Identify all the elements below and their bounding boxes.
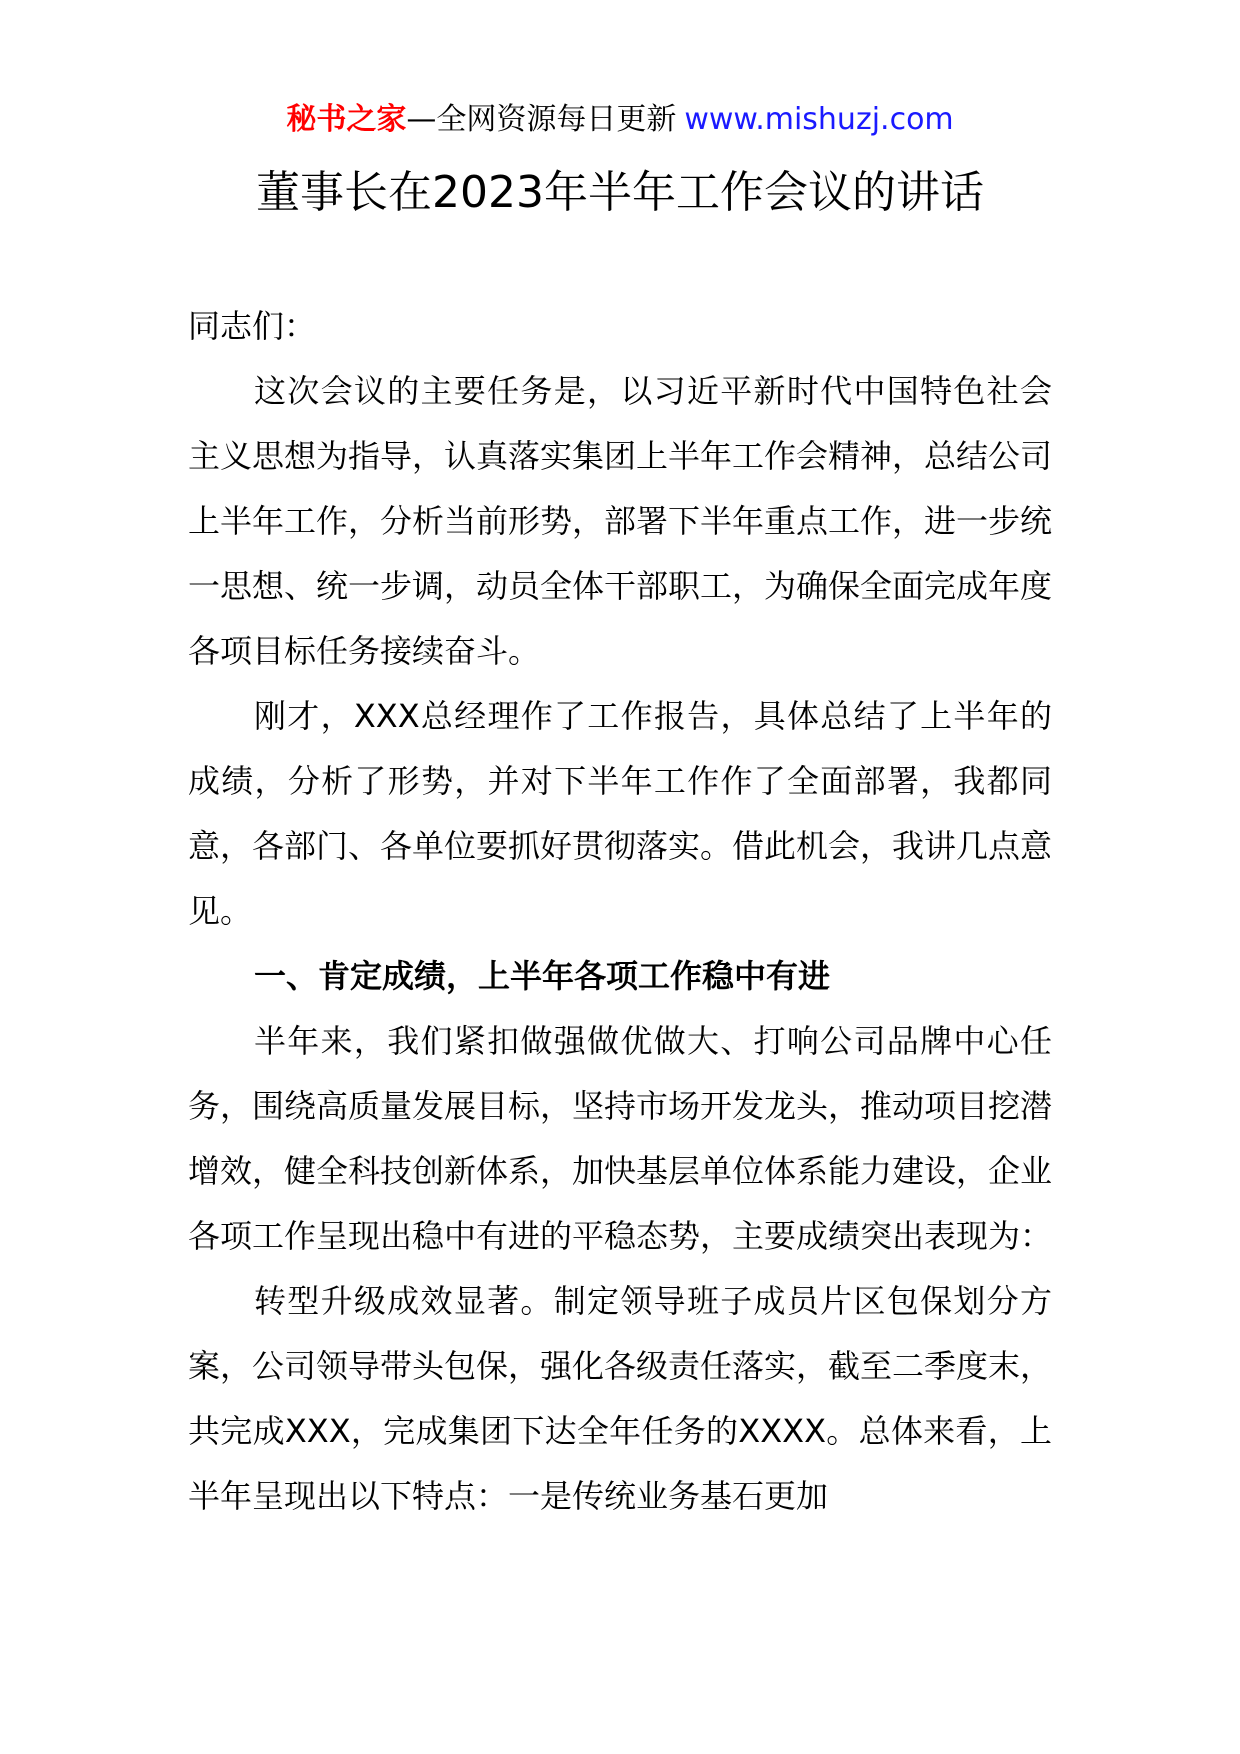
document-body: [188, 294, 1052, 1529]
document-title: 董事长在2023年半年工作会议的讲话: [256, 167, 984, 218]
paragraph: 半年来，我们紧扣做强做优做大、打响公司品牌中心任务，围绕高质量发展目标，坚持市场开发龙头，推动项目挖潜增效，健全科技创新体系，加快基层单位体系能力建设，企业各项工作呈现出稳中有进的平稳态势，主要成绩突出表现为：: [188, 1022, 1053, 1255]
site-header: [0, 100, 1240, 140]
paragraph: 这次会议的主要任务是，以习近平新时代中国特色社会主义思想为指导，认真落实集团上半年工作会精神，总结公司上半年工作，分析当前形势，部署下半年重点工作，进一步统一思想、统一步调，动员全体干部职工，为确保全面完成年度各项目标任务接续奋斗。: [188, 372, 1053, 670]
site-name: 秘书之家: [286, 102, 407, 137]
site-tagline: —全网资源每日更新: [406, 102, 677, 137]
site-url-link[interactable]: www.mishuzj.com: [684, 102, 954, 137]
paragraph: 转型升级成效显著。制定领导班子成员片区包保划分方案，公司领导带头包保，强化各级责任落实，截至二季度末，共完成XXX，完成集团下达全年任务的XXXX。总体来看，上半年呈现出以下特点：一是传统业务基石更加: [188, 1282, 1053, 1515]
salutation: 同志们：: [188, 307, 317, 345]
section-heading: 一、肯定成绩，上半年各项工作稳中有进: [254, 957, 831, 995]
paragraph: 刚才，XXX总经理作了工作报告，具体总结了上半年的成绩，分析了形势，并对下半年工作作了全面部署，我都同意，各部门、各单位要抓好贯彻落实。借此机会，我讲几点意见。: [188, 697, 1053, 930]
